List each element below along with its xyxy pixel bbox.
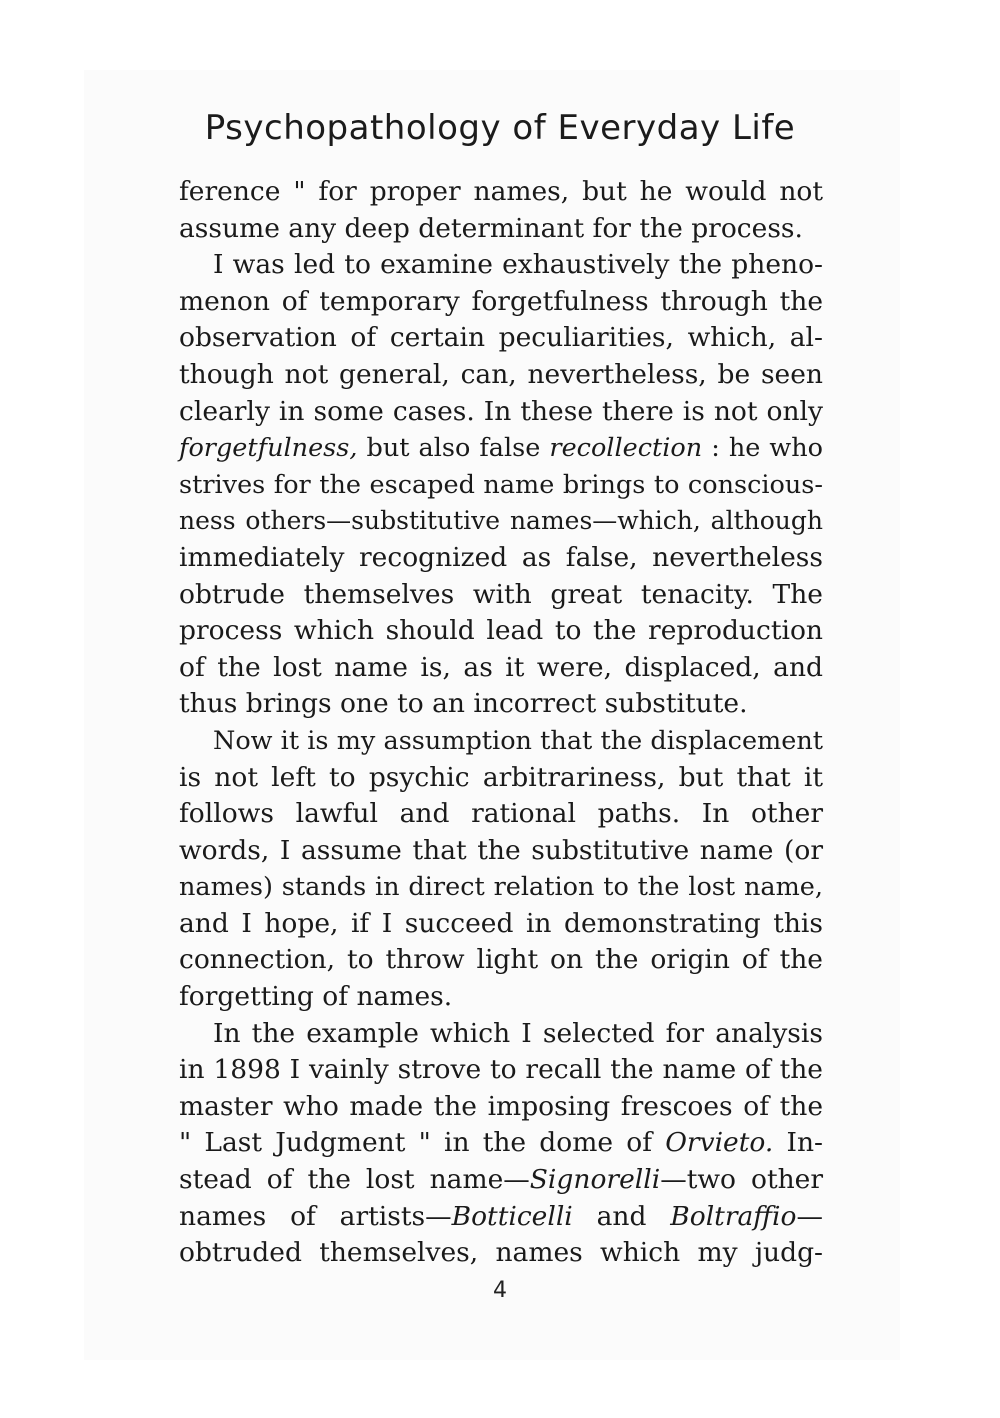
- text-line: strives for the escaped name brings to conscious-: [179, 469, 823, 500]
- text-line: forgetting of names.: [179, 981, 453, 1013]
- text-line: thus brings one to an incorrect substitute.: [179, 688, 748, 720]
- text-line: clearly in some cases. In these there is not only: [179, 395, 823, 427]
- text-line: assume any deep determinant for the process.: [179, 212, 803, 244]
- text-line: is not left to psychic arbitrariness, but that it: [179, 761, 823, 793]
- text-line: In the example which I selected for analysis: [213, 1017, 823, 1049]
- text-line: though not general, can, nevertheless, be seen: [179, 358, 823, 390]
- text-line: immediately recognized as false, nevertheless: [179, 541, 823, 573]
- text-line: observation of certain peculiarities, which, al-: [179, 322, 823, 354]
- text-line: forgetfulness, but also false recollection : he who: [179, 433, 824, 464]
- text-line: Now it is my assumption that the displacement: [213, 725, 823, 756]
- text-line: " Last Judgment " in the dome of Orvieto. In-: [179, 1127, 823, 1159]
- text-line: connection, to throw light on the origin of the: [179, 944, 823, 976]
- text-line: words, I assume that the substitutive name (or: [179, 834, 823, 866]
- text-line: I was led to examine exhaustively the pheno-: [213, 249, 823, 281]
- text-line: names) stands in direct relation to the lost name,: [179, 872, 823, 903]
- text-line: obtrude themselves with great tenacity. The: [179, 578, 823, 610]
- text-line: stead of the lost name—Signorelli—two other: [179, 1164, 824, 1196]
- text-line: and I hope, if I succeed in demonstrating this: [179, 907, 823, 939]
- text-line: of the lost name is, as it were, displaced, and: [179, 651, 823, 683]
- text-line: menon of temporary forgetfulness through the: [179, 285, 823, 317]
- text-line: obtruded themselves, names which my judg-: [179, 1237, 823, 1269]
- page-number: 4: [493, 1278, 507, 1303]
- text-line: follows lawful and rational paths. In other: [179, 798, 823, 830]
- text-line: names of artists—Botticelli and Boltraffio—: [179, 1200, 823, 1232]
- text-line: ness others—substitutive names—which, although: [179, 506, 823, 536]
- body-text: [179, 174, 823, 1272]
- text-line: master who made the imposing frescoes of the: [179, 1090, 823, 1122]
- text-line: in 1898 I vainly strove to recall the name of the: [179, 1054, 823, 1086]
- text-line: process which should lead to the reproduction: [179, 615, 823, 647]
- running-title: Psychopathology of Everyday Life: [204, 108, 796, 148]
- text-line: ference " for proper names, but he would not: [179, 176, 823, 207]
